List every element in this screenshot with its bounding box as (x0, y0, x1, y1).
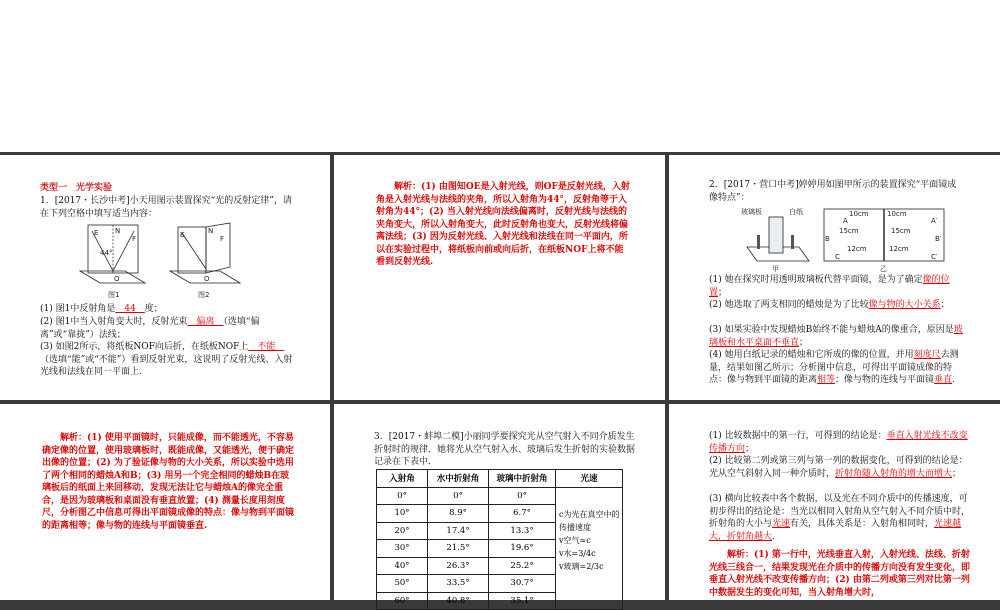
table-row: 60° 40.8° 35.1° (377, 592, 623, 610)
speed-note: c为光在真空中的传播速度 (559, 509, 620, 532)
speed-water: v水=3/4c (559, 548, 596, 558)
question-1-part-3: (3) 如图2所示，将纸板NOF向后折，在纸板NOF上 不能 （选填“能”或“不能”）看到反射光束，这说明了反射光线、入射光线和法线在同一平面上. (40, 342, 293, 377)
label-E-2: E (180, 231, 185, 239)
label-F-2: F (220, 235, 225, 243)
answer-3-3b: 光速越大，折射角越大 (709, 519, 962, 542)
point-B-prime: B′ (935, 235, 942, 243)
question-2-part-2: (2) 她选取了两支相同的蜡烛是为了比较像与物的大小关系； (709, 300, 950, 310)
figure-2 (170, 223, 240, 299)
speed-glass: v玻璃=2/3c (559, 561, 604, 571)
question-3-part-1: (1) 比较数据中的第一行，可得到的结论是：垂直入射光线不改变传播方向； (709, 431, 968, 454)
answer-3-1: 垂直入射光线不改变传播方向 (709, 431, 968, 454)
label-O-2: O (204, 275, 210, 283)
reflection-figures (70, 221, 260, 299)
analysis-text-1: 解析：(1) 由图知OE是入射光线，则OF是反射光线，入射角是入射光线与法线的夹角，所以入射角为44°，反射角等于入射角为44°；(2) 当入射光线向法线偏离时，反射光线与法线的夹角变大，所以入射角变大，此时反射角也变大，反射光线将偏离法线；(3) 因为反射光线、入射光线和法线在同一平面内，所以在实验过程中，将纸板向前或向后折，在纸板NOF上将不能看到反射光线. (376, 182, 630, 267)
section-heading: 类型一 光学实验 (40, 183, 113, 193)
answer-1-2: 偏离 (187, 317, 224, 327)
refraction-table (376, 469, 623, 610)
question-1-part-2: (2) 图1中当入射角变大时，反射光束 偏离 （选填“偏离”或“靠拢”）法线； (40, 317, 260, 340)
measure-15a: 15cm (839, 227, 859, 235)
answer-3-3a: 光速 (772, 519, 791, 529)
header-glass-angle: 玻璃中折射角 (489, 470, 556, 488)
point-C-prime: C′ (931, 253, 938, 261)
header-light-speed: 光速 (556, 470, 623, 488)
question-2-part-4: (4) 她用白纸记录的蜡烛和它所成的像的位置，并用刻度尺去测量，结果如图乙所示；分析图中信息，可得出平面镜成像的特点：像与物到平面镜的距离相等；像与物的连线与平面镜垂直. (709, 350, 959, 385)
measure-15b: 15cm (891, 227, 911, 235)
question-2-part-1: (1) 她在探究时用透明玻璃板代替平面镜，是为了确定像的位置； (709, 275, 950, 298)
figure-jia (741, 207, 809, 273)
table-row: 0° 0° 0° c为光在真空中的传播速度 v空气≈c v水=3/4c v玻璃=2/3c (377, 487, 623, 505)
slide-analysis-1 (334, 155, 665, 400)
slide-question-3 (334, 404, 665, 606)
slide-question-2 (669, 155, 1000, 400)
figure-1-caption: 图1 (108, 291, 120, 299)
measure-10a: 10cm (849, 210, 869, 218)
question-2-intro: 2．[2017・营口中考]婷婷用如图甲所示的装置探究“平面镜成像特点”： (709, 180, 957, 203)
question-2-part-3: (3) 如果实验中发现蜡烛B始终不能与蜡烛A的像重合，原因是玻璃板和水平桌面不垂直； (709, 325, 963, 348)
figure-yi-caption: 乙 (880, 265, 887, 273)
table-row: 20° 17.4° 13.3° (377, 522, 623, 540)
analysis-text-2: 解析：(1) 使用平面镜时，只能成像，而不能透光，不容易确定像的位置，使用玻璃板时，既能成像，又能透光，便于确定出像的位置；(2) 为了验证像与物的大小关系，所以实验中选用了两个相同的蜡烛A和B；(3) 用另一个完全相同的蜡烛B在玻璃板后的纸面上来回移动，发现无法让它与蜡烛A的像完全重合，是因为玻璃板和桌面没有垂直放置；(4) 测量长度用刻度尺，分析图乙中信息可得出平面镜成像的特点：像与物到平面镜的距离相等；像与物的连线与平面镜垂直. (42, 433, 295, 531)
answer-3-2: 折射角随入射角的增大而增大 (835, 468, 953, 479)
glass-label: 玻璃板 (741, 208, 762, 216)
answer-2-2: 像与物的大小关系 (868, 300, 941, 310)
answer-2-3: 玻璃板和水平桌面不垂直 (709, 325, 963, 348)
point-B: B (825, 235, 830, 243)
speed-air: v空气≈c (559, 535, 591, 545)
question-1-intro: 1．[2017・长沙中考]小天用图示装置探究“光的反射定律”，请在下列空格中填写适当内容： (40, 196, 292, 219)
figure-1 (80, 225, 145, 299)
answer-1-3: 不能 (248, 342, 285, 352)
figure-jia-caption: 甲 (772, 265, 779, 273)
question-3-part-3: (3) 横向比较表中各个数据，以及光在不同介质中的传播速度，可初步得出的结论是：当光以相同入射角从空气射入不同介质中时，折射角的大小与光速有关，具体关系是：入射角相同时，光速越大，折射角越大． (709, 494, 971, 542)
table-row: 40° 26.3° 25.2° (377, 557, 623, 575)
speed-cell (556, 487, 623, 610)
header-incident-angle: 入射角 (377, 470, 428, 488)
figure-yi (824, 209, 944, 273)
question-3-part-2: (2) 比较第二列或第三列与第一列的数据变化，可得到的结论是：光从空气斜射入同一种介质时，折射角随入射角的增大而增大； (709, 456, 968, 479)
mirror-figures (739, 205, 949, 273)
point-A: A (843, 217, 848, 225)
question-3-intro: 3．[2017・蚌埠二模]小丽同学要探究光从空气射入不同介质发生折射时的规律．她将光从空气射入水、玻璃后发生折射的实验数据记录在下表中． (374, 432, 636, 467)
answer-2-1: 像的位置 (709, 275, 950, 298)
table-row: 50° 33.5° 30.7° (377, 575, 623, 593)
answer-1-1: 44 (115, 304, 145, 314)
label-N: N (115, 227, 121, 235)
measure-10b: 10cm (887, 210, 907, 218)
label-E: E (94, 229, 99, 237)
white-paper-label: 白纸 (789, 208, 803, 216)
analysis-text-3: 解析：(1) 第一行中，光线垂直入射，入射光线、法线、折射光线三线合一，结果发现光在介质中的传播方向没有发生变化，即垂直入射光线不改变传播方向；(2) 由第二列或第三列对比第一列中数据发生的变化可知，当入射角增大时， (709, 550, 971, 598)
answer-2-4b: 相等 (817, 375, 836, 385)
figure-2-caption: 图2 (198, 291, 210, 299)
measure-12b: 12cm (889, 245, 909, 253)
point-C: C (835, 253, 840, 261)
blank-header-area (0, 0, 1000, 152)
table-row: 10° 8.9° 6.7° (377, 505, 623, 523)
point-A-prime: A′ (931, 217, 938, 225)
table-row: 30° 21.5° 19.6° (377, 540, 623, 558)
table-header-row (377, 470, 623, 488)
label-N-2: N (208, 227, 214, 235)
slide-question-3-continued (669, 404, 1000, 600)
label-angle: 44° (100, 249, 113, 257)
slide-analysis-2 (0, 404, 330, 600)
answer-2-4a: 刻度尺 (913, 350, 941, 360)
answer-2-4c: 垂直 (934, 375, 953, 385)
measure-12a: 12cm (847, 245, 867, 253)
header-water-angle: 水中折射角 (428, 470, 489, 488)
slide-question-1 (0, 155, 330, 400)
label-O: O (114, 275, 120, 283)
question-1-part-1: (1) 图1中反射角是 44 度； (40, 304, 163, 314)
label-F: F (132, 235, 137, 243)
